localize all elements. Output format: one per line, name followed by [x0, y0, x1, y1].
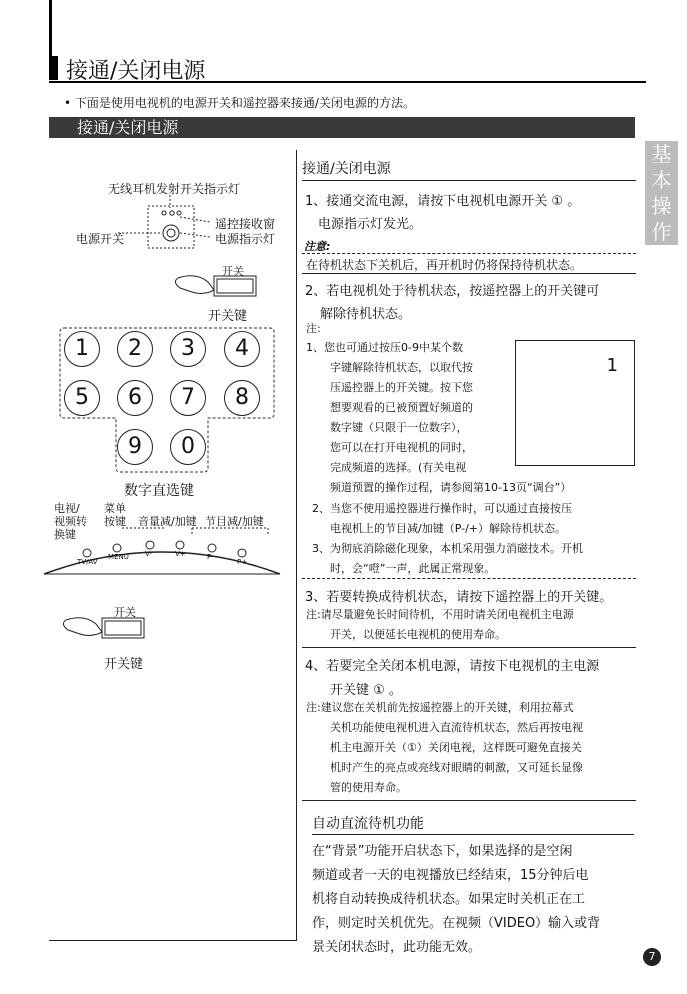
side-tab-char: 作: [651, 220, 672, 244]
tvav-label-2: 视频转: [54, 515, 87, 528]
side-tab-char: 操: [651, 194, 672, 218]
finger-press-illustration: [170, 262, 265, 302]
step4-note-line: 机主电源开关（①）关闭电视，这样既可避免直接关: [330, 741, 582, 754]
caution-text: 在待机状态下关机后，再开机时仍将保持待机状态。: [306, 258, 583, 272]
digit-key-4[interactable]: 4: [224, 331, 260, 367]
step4-note-line: 管的使用寿命。: [330, 781, 407, 794]
menu-label-2: 按键: [104, 515, 126, 528]
top-vertical-rule: [49, 0, 52, 58]
auto-standby-text: [312, 840, 600, 960]
step2-line2: 解除待机状态。: [320, 307, 412, 322]
volume-up-button[interactable]: V+: [175, 550, 186, 558]
note1-line: 您可以在打开电视机的同时，: [330, 441, 473, 454]
page-number: 7: [643, 948, 661, 966]
note2-line: 2、当您不使用遥控器进行操作时，可以通过直接按压: [312, 502, 572, 515]
tv-screen-illustration: [515, 340, 635, 466]
digit-key-6[interactable]: 6: [117, 380, 153, 416]
step2-line1: 2、若电视机处于待机状态，按遥控器上的开关键可: [305, 284, 600, 299]
note1-line: 1、您也可通过按压0-9中某个数: [306, 341, 463, 354]
digit-key-3[interactable]: 3: [170, 331, 206, 367]
volume-down-button[interactable]: V-: [145, 550, 152, 558]
tvav-button[interactable]: TV/AV: [77, 558, 98, 566]
column-divider: [296, 150, 297, 940]
section-bar-title: 接通/关闭电源: [77, 118, 179, 137]
note2-line: 电视机上的节目减/加键（P-/+）解除待机状态。: [330, 522, 566, 535]
auto-standby-heading: 自动直流待机功能: [312, 816, 424, 832]
power-key-tag-2: 开关: [114, 606, 136, 619]
note1-line: 数字键（只限于一位数字），: [330, 421, 468, 434]
tvav-label-3: 换键: [54, 528, 76, 541]
note1-line: 频道预置的操作过程，请参阅第10-13页“调台”）: [330, 481, 572, 494]
note2: [312, 499, 572, 539]
digit-key-8[interactable]: 8: [224, 380, 260, 416]
step4-note-line: 关机功能使电视机进入直流待机状态，然后再按电视: [330, 721, 583, 734]
auto-line: 机将自动转换成待机状态。如果定时关机正在工: [312, 892, 586, 907]
power-switch-label: 电源开关: [76, 232, 125, 246]
finger-press-illustration-2: [58, 604, 153, 644]
caution-rule-2: [302, 273, 636, 274]
auto-line: 景关闭状态时，此功能无效。: [312, 940, 482, 955]
note-end-rule: [302, 578, 636, 579]
step1-line2: 电源指示灯发光。: [318, 217, 423, 232]
page-title: 接通/关闭电源: [66, 59, 206, 84]
step4-note-line: 机时产生的亮点或亮线对眼睛的刺激，又可延长显像: [330, 761, 583, 774]
heading-rule: [302, 180, 636, 181]
menu-button[interactable]: MENU: [108, 553, 129, 561]
step3-note-line: 注:请尽量避免长时间待机，不用时请关闭电视机主电源: [306, 608, 574, 621]
auto-line: 在“背景”功能开启状态下，如果选择的是空闲: [312, 844, 573, 859]
title-rule: [49, 81, 646, 83]
digit-key-2[interactable]: 2: [117, 331, 153, 367]
program-label: 节目减/加键: [205, 515, 264, 528]
step3-rule: [302, 647, 636, 648]
step4-rule: [302, 800, 636, 801]
side-tab-char: 基: [651, 142, 672, 166]
auto-line: 频道或者一天的电视播放已经结束，15分钟后电: [312, 868, 589, 883]
auto-line: 作，则定时关机优先。在视频（VIDEO）输入或背: [312, 916, 601, 931]
digits-caption: 数字直选键: [124, 483, 194, 499]
note3-line: 3、为彻底消除磁化现象，本机采用强力消磁技术。开机: [312, 542, 583, 555]
note1-line: 完成频道的选择。(有关电视: [330, 461, 467, 474]
caution-label: 注意:: [304, 240, 331, 253]
digit-key-5[interactable]: 5: [64, 380, 100, 416]
power-key-caption-2: 开关键: [104, 657, 144, 672]
step4-line2: 开关键 ① 。: [330, 683, 402, 698]
caution-rule: [302, 253, 636, 254]
auto-heading-rule: [312, 834, 634, 835]
receiver-label: 遥控接收窗: [215, 217, 276, 231]
headphone-light-label: 无线耳机发射开关指示灯: [108, 182, 241, 196]
intro-text: • 下面是使用电视机的电源开关和遥控器来接通/关闭电源的方法。: [64, 96, 415, 110]
step3-note-line: 开关，以便延长电视机的使用寿命。: [330, 628, 506, 641]
tv-control-bar: [42, 526, 282, 576]
program-up-button[interactable]: P+: [237, 558, 248, 566]
program-down-button[interactable]: P-: [207, 553, 214, 561]
power-key-tag: 开关: [222, 265, 244, 278]
title-marker: [49, 56, 58, 80]
note1-line: 压遥控器上的开关键。按下您: [330, 381, 473, 394]
digit-key-0[interactable]: 0: [170, 429, 206, 465]
note1-line: 想要观看的已被预置好频道的: [330, 401, 473, 414]
note3: [312, 539, 583, 579]
section-bar: [49, 117, 635, 138]
step1-line1: 1、接通交流电源，请按下电视机电源开关 ① 。: [305, 194, 581, 209]
note3-line: 时，会“噔”一声，此属正常现象。: [330, 562, 496, 575]
right-heading: 接通/关闭电源: [302, 161, 391, 177]
step4-line1: 4、若要完全关闭本机电源，请按下电视机的主电源: [305, 659, 600, 674]
bottom-rule: [49, 940, 297, 941]
digit-key-7[interactable]: 7: [170, 380, 206, 416]
power-key-caption: 开关键: [208, 309, 248, 324]
side-tab: [645, 141, 678, 245]
step4-note-line: 注:建议您在关机前先按遥控器上的开关键，利用拉幕式: [306, 701, 574, 714]
tvav-label-1: 电视/: [54, 502, 80, 515]
screen-channel-number: 1: [606, 355, 618, 376]
note-label: 注:: [306, 322, 321, 335]
step3-note: [306, 605, 574, 645]
volume-label: 音量减/加键: [138, 515, 197, 528]
menu-label-1: 菜单: [104, 502, 126, 515]
digit-key-9[interactable]: 9: [117, 429, 153, 465]
note1-line: 字键解除待机状态，以取代按: [330, 361, 473, 374]
step4-note: [306, 698, 583, 798]
power-light-label: 电源指示灯: [215, 232, 276, 246]
digit-key-1[interactable]: 1: [64, 331, 100, 367]
side-tab-char: 本: [651, 168, 672, 192]
step3: 3、若要转换成待机状态，请按下遥控器上的开关键。: [305, 590, 613, 605]
